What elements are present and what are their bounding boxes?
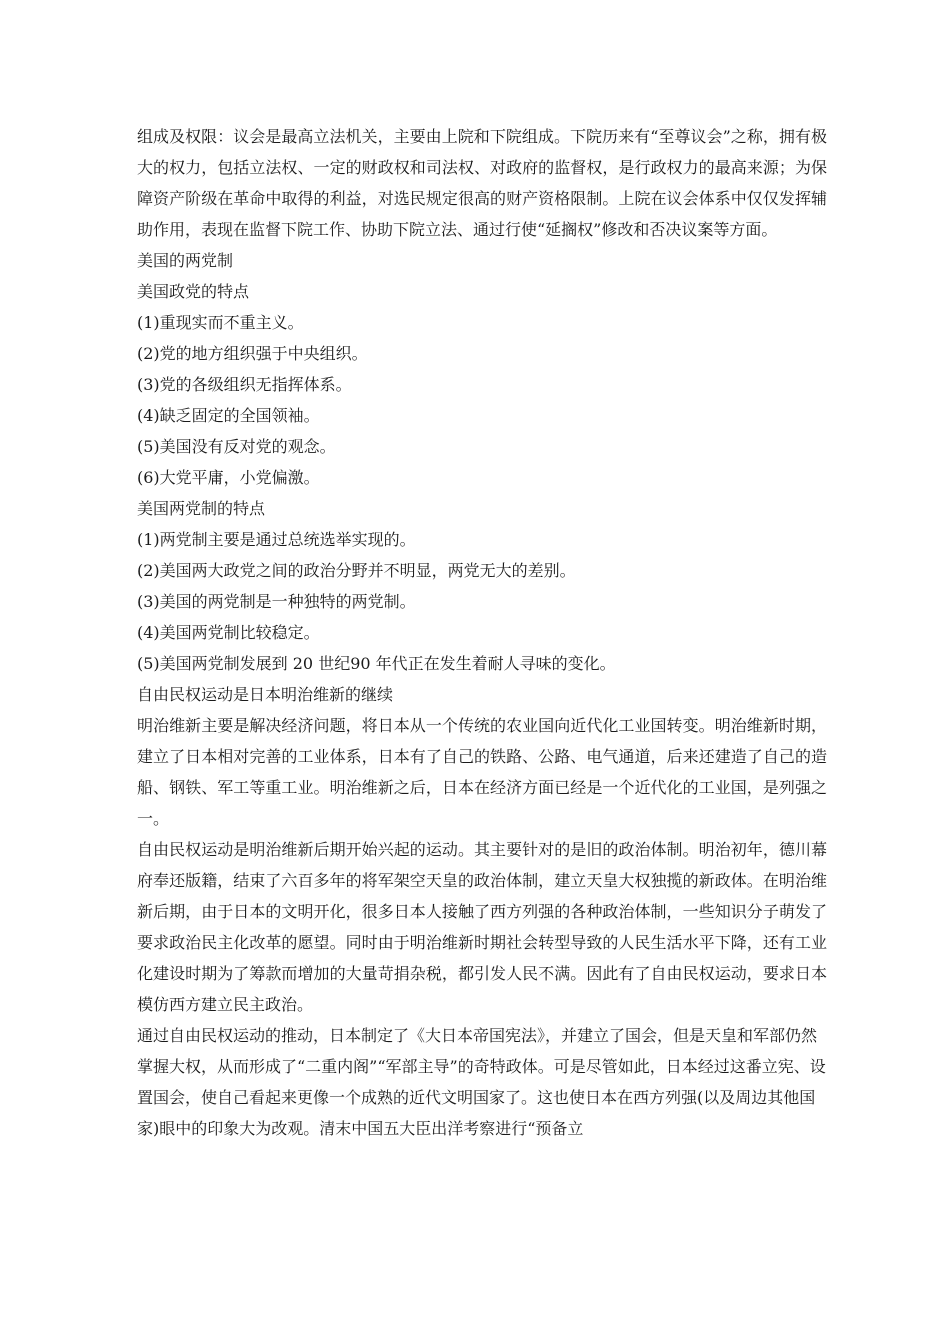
- list-item: (5)美国两党制发展到 20 世纪90 年代正在发生着耐人寻味的变化。: [137, 654, 616, 673]
- paragraph-freedom-rights-movement: 自由民权运动是明治维新后期开始兴起的运动。其主要针对的是旧的政治体制。明治初年，德川幕府奉还版籍，结束了六百多年的将军架空天皇的政治体制，建立天皇大权独揽的新政体。在明治维新后期，由于日本的文明开化，很多日本人接触了西方列强的各种政治体制，一些知识分子萌发了要求政治民主化改革的愿望。同时由于明治维新时期社会转型导致的人民生活水平下降，还有工业化建设时期为了筹款而增加的大量苛捐杂税，都引发人民不满。因此有了自由民权运动，要求日本模仿西方建立民主政治。: [137, 840, 827, 1014]
- heading-freedom-rights-movement: 自由民权运动是日本明治维新的继续: [137, 685, 394, 704]
- heading-us-two-party-system: 美国的两党制: [137, 251, 234, 270]
- list-item: (3)党的各级组织无指挥体系。: [137, 375, 352, 394]
- paragraph-meiji-restoration: 明治维新主要是解决经济问题，将日本从一个传统的农业国向近代化工业国转变。明治维新时期，建立了日本相对完善的工业体系，日本有了自己的铁路、公路、电气通道，后来还建造了自己的造船、钢铁、军工等重工业。明治维新之后，日本在经济方面已经是一个近代化的工业国，是列强之一。: [137, 716, 827, 828]
- list-item: (1)两党制主要是通过总统选举实现的。: [137, 530, 416, 549]
- list-item: (2)党的地方组织强于中央组织。: [137, 344, 368, 363]
- heading-two-party-features: 美国两党制的特点: [137, 499, 266, 518]
- list-item: (6)大党平庸，小党偏激。: [137, 468, 320, 487]
- paragraph-parliament-powers: 组成及权限：议会是最高立法机关，主要由上院和下院组成。下院历来有“至尊议会”之称，拥有极大的权力，包括立法权、一定的财政权和司法权、对政府的监督权，是行政权力的最高来源；为保障资产阶级在革命中取得的利益，对选民规定很高的财产资格限制。上院在议会体系中仅仅发挥辅助作用，表现在监督下院工作、协助下院立法、通过行使“延搁权”修改和否决议案等方面。: [137, 127, 827, 239]
- list-item: (4)美国两党制比较稳定。: [137, 623, 320, 642]
- heading-us-party-features: 美国政党的特点: [137, 282, 250, 301]
- list-item: (5)美国没有反对党的观念。: [137, 437, 336, 456]
- list-item: (4)缺乏固定的全国领袖。: [137, 406, 320, 425]
- list-item: (3)美国的两党制是一种独特的两党制。: [137, 592, 416, 611]
- list-item: (1)重现实而不重主义。: [137, 313, 304, 332]
- list-item: (2)美国两大政党之间的政治分野并不明显，两党无大的差别。: [137, 561, 576, 580]
- document-page: [137, 121, 827, 1144]
- paragraph-constitution: 通过自由民权运动的推动，日本制定了《大日本帝国宪法》，并建立了国会，但是天皇和军部仍然掌握大权，从而形成了“二重内阁”“军部主导”的奇特政体。可是尽管如此，日本经过这番立宪、设置国会，使自己看起来更像一个成熟的近代文明国家了。这也使日本在西方列强(以及周边其他国家)眼中的印象大为改观。清末中国五大臣出洋考察进行“预备立: [137, 1026, 826, 1138]
